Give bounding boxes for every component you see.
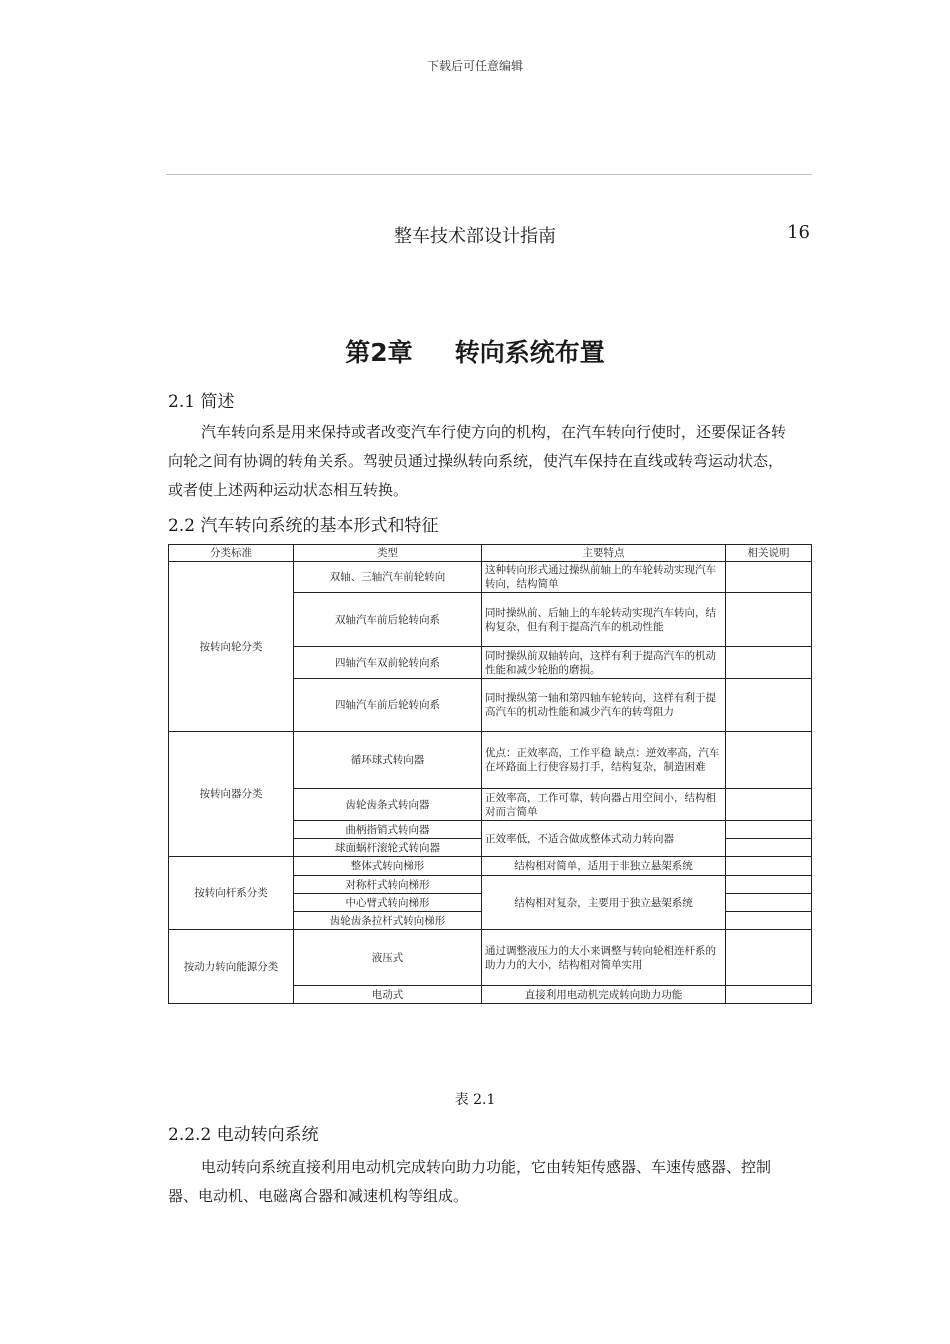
table-row bbox=[169, 562, 812, 593]
type-cell: 双轴、三轴汽车前轮转向 bbox=[294, 562, 482, 593]
category-cell: 按转向杆系分类 bbox=[169, 857, 294, 930]
table-header-row bbox=[169, 545, 812, 562]
running-header-title: 整车技术部设计指南 bbox=[394, 226, 556, 247]
category-cell: 按动力转向能源分类 bbox=[169, 930, 294, 1004]
note-cell bbox=[726, 912, 812, 930]
chapter-heading bbox=[0, 333, 950, 369]
page-number: 16 bbox=[787, 222, 810, 243]
feature-cell: 同时操纵前双轴转向，这样有利于提高汽车的机动性能和减少轮胎的磨损。 bbox=[482, 647, 726, 679]
note-cell bbox=[726, 562, 812, 593]
section-2-1-paragraph: 汽车转向系是用来保持或者改变汽车行使方向的机构，在汽车转向行使时，还要保证各转向轮之间有协调的转角关系。驾驶员通过操纵转向系统，使汽车保持在直线或转弯运动状态，或者使上述两种运动状态相互转换。 bbox=[168, 423, 787, 499]
note-cell bbox=[726, 647, 812, 679]
table-caption: 表 2.1 bbox=[454, 1092, 496, 1108]
note-cell bbox=[726, 857, 812, 876]
note-cell bbox=[726, 894, 812, 912]
section-2-1-heading: 2.1 简述 bbox=[168, 392, 235, 412]
chapter-number: 第2章 bbox=[345, 338, 413, 367]
feature-cell: 同时操纵第一轴和第四轴车轮转向，这样有利于提高汽车的机动性能和减少汽车的转弯阻力 bbox=[482, 679, 726, 732]
section-2-2-2-paragraph: 电动转向系统直接利用电动机完成转向助力功能，它由转矩传感器、车速传感器、控制器、电动机、电磁离合器和减速机构等组成。 bbox=[168, 1158, 772, 1205]
type-cell: 齿轮齿条式转向器 bbox=[294, 789, 482, 821]
category-cell: 按转向轮分类 bbox=[169, 562, 294, 732]
feature-cell: 同时操纵前、后轴上的车轮转动实现汽车转向，结构复杂，但有利于提高汽车的机动性能 bbox=[482, 593, 726, 647]
note-cell bbox=[726, 789, 812, 821]
header-cell: 类型 bbox=[294, 545, 482, 562]
feature-cell: 直接利用电动机完成转向助力功能 bbox=[482, 986, 726, 1004]
type-cell: 电动式 bbox=[294, 986, 482, 1004]
section-2-2-heading: 2.2 汽车转向系统的基本形式和特征 bbox=[168, 516, 439, 536]
header-cell: 分类标准 bbox=[169, 545, 294, 562]
table-row bbox=[169, 930, 812, 986]
note-cell bbox=[726, 839, 812, 857]
note-cell bbox=[726, 876, 812, 894]
download-note: 下载后可任意编辑 bbox=[426, 59, 523, 73]
type-cell: 整体式转向梯形 bbox=[294, 857, 482, 876]
note-cell bbox=[726, 930, 812, 986]
note-cell bbox=[726, 821, 812, 839]
type-cell: 四轴汽车前后轮转向系 bbox=[294, 679, 482, 732]
type-cell: 循环球式转向器 bbox=[294, 732, 482, 789]
feature-cell: 结构相对复杂，主要用于独立悬架系统 bbox=[482, 876, 726, 930]
note-cell bbox=[726, 679, 812, 732]
category-cell: 按转向器分类 bbox=[169, 732, 294, 857]
section-2-2-2-heading: 2.2.2 电动转向系统 bbox=[168, 1125, 319, 1145]
type-cell: 对称杆式转向梯形 bbox=[294, 876, 482, 894]
type-cell: 曲柄指销式转向器 bbox=[294, 821, 482, 839]
feature-cell: 优点：正效率高，工作平稳 缺点：逆效率高，汽车在坏路面上行使容易打手，结构复杂，制造困难 bbox=[482, 732, 726, 789]
feature-cell: 这种转向形式通过操纵前轴上的车轮转动实现汽车转向，结构简单 bbox=[482, 562, 726, 593]
header-cell: 相关说明 bbox=[726, 545, 812, 562]
header-cell: 主要特点 bbox=[482, 545, 726, 562]
table-row bbox=[169, 732, 812, 789]
feature-cell: 结构相对简单，适用于非独立悬架系统 bbox=[482, 857, 726, 876]
type-cell: 中心臂式转向梯形 bbox=[294, 894, 482, 912]
type-cell: 四轴汽车双前轮转向系 bbox=[294, 647, 482, 679]
type-cell: 球面蜗杆滚轮式转向器 bbox=[294, 839, 482, 857]
type-cell: 齿轮齿条拉杆式转向梯形 bbox=[294, 912, 482, 930]
steering-classification-table bbox=[168, 544, 812, 1004]
type-cell: 液压式 bbox=[294, 930, 482, 986]
feature-cell: 正效率低，不适合做成整体式动力转向器 bbox=[482, 821, 726, 857]
table-row bbox=[169, 857, 812, 876]
chapter-title: 转向系统布置 bbox=[454, 338, 605, 367]
note-cell bbox=[726, 732, 812, 789]
feature-cell: 通过调整液压力的大小来调整与转向轮相连杆系的助力力的大小，结构相对简单实用 bbox=[482, 930, 726, 986]
feature-cell: 正效率高，工作可靠，转向器占用空间小，结构相对而言简单 bbox=[482, 789, 726, 821]
note-cell bbox=[726, 986, 812, 1004]
type-cell: 双轴汽车前后轮转向系 bbox=[294, 593, 482, 647]
note-cell bbox=[726, 593, 812, 647]
header-divider bbox=[166, 174, 812, 175]
